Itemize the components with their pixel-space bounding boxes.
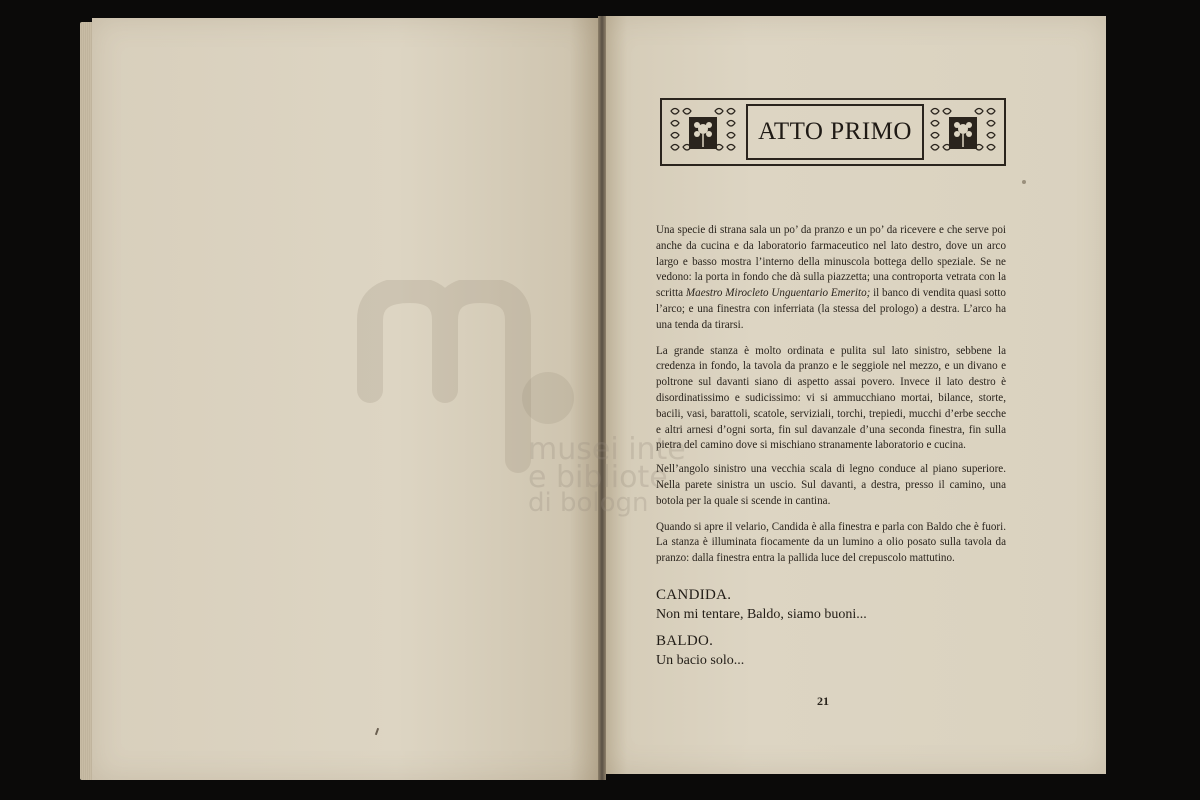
speaker-name: CANDIDA. (656, 587, 732, 603)
watermark (350, 280, 686, 518)
floral-ornament-icon (667, 105, 739, 161)
dialogue-line: Non mi tentare, Baldo, siamo buoni... (656, 607, 867, 622)
paragraph-text: Nell’angolo sinistro una vecchia scala di legno conduce al piano superiore. Nella parete sinistra un uscio. Sul davanti, a destra, presso il camino, una botola per la quale si scende in cantina. (656, 463, 1006, 507)
stage-direction-paragraph (656, 223, 1006, 334)
floral-ornament-icon (927, 105, 999, 161)
paper-spot (1022, 180, 1026, 184)
paragraph-text: Quando si apre il velario, Candida è alla finestra e parla con Baldo che è fuori. La stanza è illuminata fiocamente da un lumino a olio posato sulla tavola da pranzo: dalla finestra entra la pallida luce del crepuscolo mattutino. (656, 520, 1006, 565)
dialogue-line: Un bacio solo... (656, 653, 745, 668)
stage-direction-paragraph (656, 520, 1006, 567)
stage-direction-paragraph (656, 462, 1006, 509)
paragraph-text: il banco di vendita quasi sotto l’arco; e una finestra con inferriata (la stessa del prologo) a destra. L’arco ha una tenda da tirarsi. (656, 287, 1006, 331)
watermark-text-line: di bologn (528, 488, 649, 518)
paragraph-text-italic: Maestro Mirocleto Unguentario Emerito; (685, 287, 871, 300)
stage-directions (656, 223, 1006, 577)
speaker-name: BALDO. (656, 633, 714, 649)
page-number: 21 (817, 694, 829, 708)
paragraph-text: La grande stanza è molto ordinata e pulita sul lato sinistro, sebbene la credenza in fondo, la tavola da pranzo e le seggiole nel mezzo, e un divano e poltrone sul davanti siano di aspetto assai povero. Invece il lato destro è disordinatissimo e sudicissimo: vi si ammucchiano mortai, bilance, storte, bacili, vasi, barattoli, scatole, serviziali, torchi, trepiedi, mucchi d’erbe secche e altri arnesi d’ogni sorta, fin sul davanzale d’una seconda finestra, fin sulla pietra del camino dove si mischiano stranamente laboratorio e cucina. (656, 344, 1006, 452)
stage-direction-paragraph (656, 344, 1006, 455)
paragraph-text: Una specie di strana sala un po’ da pranzo e un po’ da ricevere e che serve poi anche da cucina e da laboratorio farmaceutico nel lato destro, dove un arco largo e basso mostra l’interno della minuscola bottega dello speziale. Se ne vedono: la porta in fondo che dà sulla piazzetta; una controporta vetrata con la scritta (656, 224, 1006, 300)
act-title-box (746, 104, 924, 160)
watermark-text-line: e bibliote (528, 460, 668, 495)
watermark-text-line: musei inte (528, 432, 686, 467)
act-title-frame (660, 98, 1006, 166)
dialogue (656, 585, 1006, 677)
act-title: ATTO PRIMO (758, 118, 912, 145)
